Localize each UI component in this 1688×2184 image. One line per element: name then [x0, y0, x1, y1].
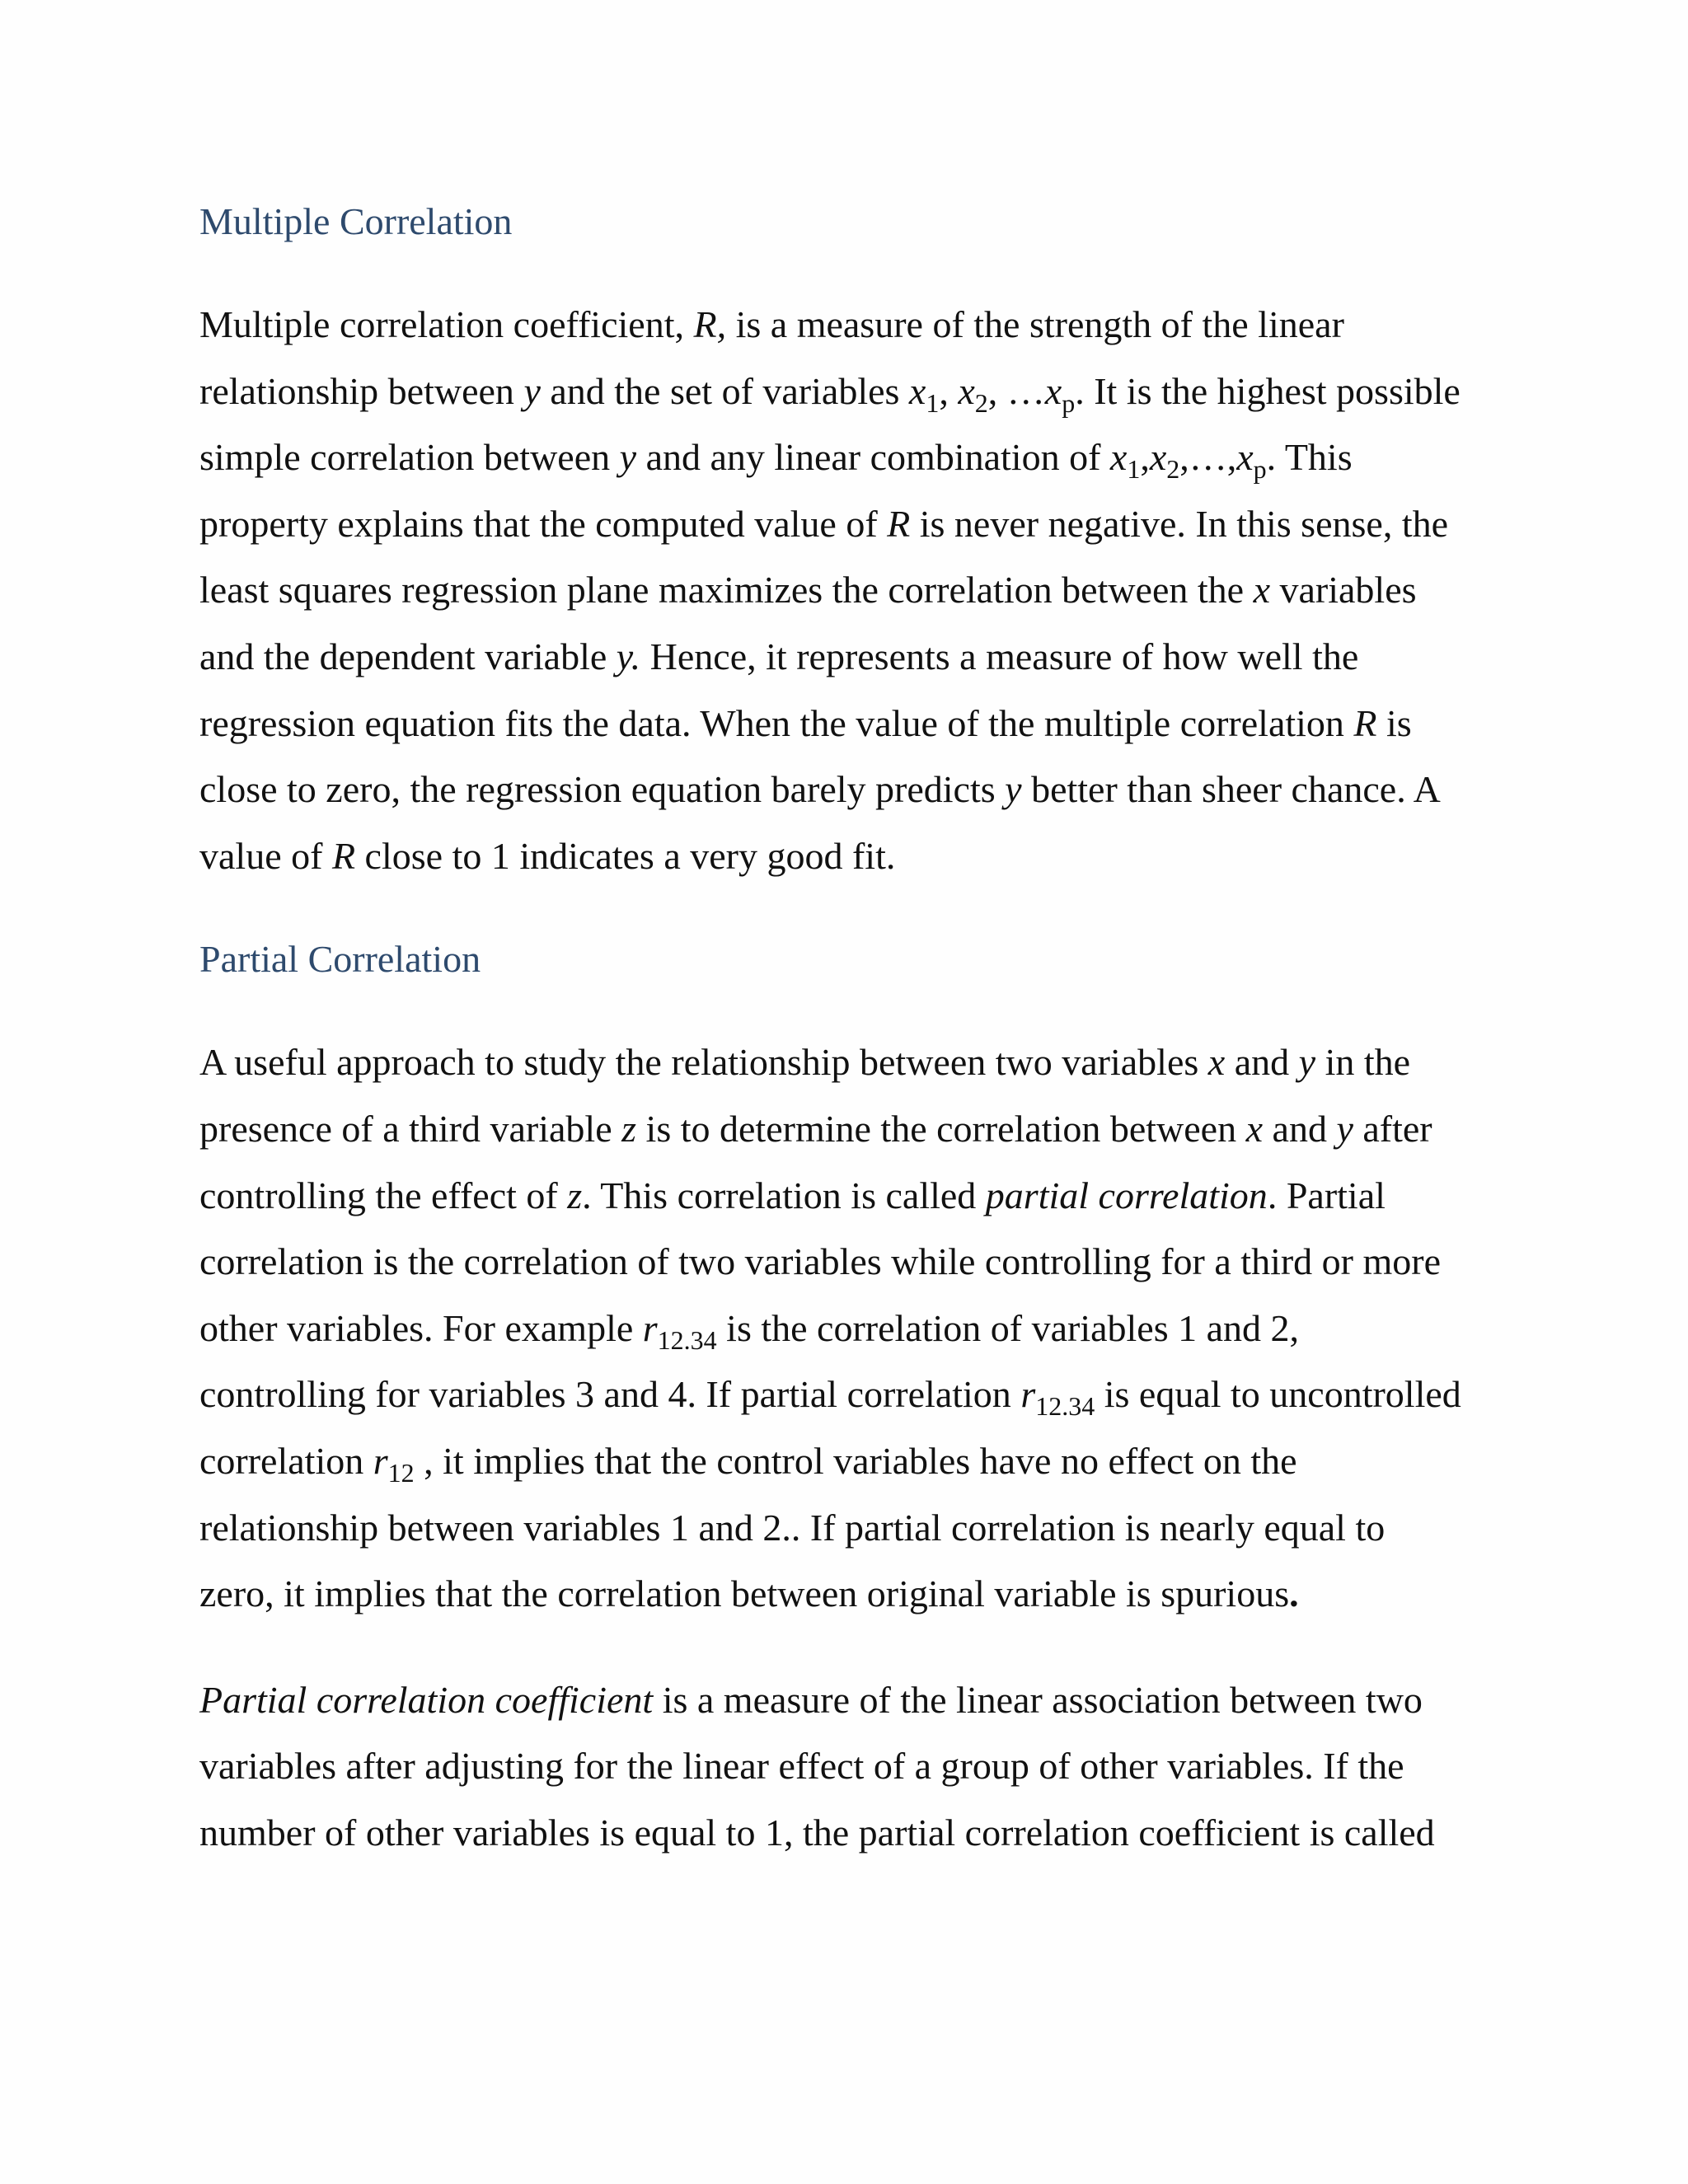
text-line: simple correlation between y and any linear combination of $x_1,x_2,\dots,x_p$. This: [199, 436, 1353, 485]
heading-partial-correlation: Partial Correlation: [199, 938, 481, 981]
text-line: property explains that the computed value of R is never negative. In this sense, the: [199, 502, 1449, 545]
text-line: regression equation fits the data. When the value of the multiple correlation R is: [199, 701, 1412, 744]
text-line: zero, it implies that the correlation between original variable is spurious.: [199, 1572, 1299, 1615]
text-line: and the dependent variable y. Hence, it represents a measure of how well the: [199, 635, 1359, 677]
text-line: Multiple correlation coefficient, R, is a measure of the strength of the linear: [199, 303, 1344, 345]
text-line: least squares regression plane maximizes the correlation between the x variables: [199, 569, 1417, 612]
text-line: number of other variables is equal to 1, the partial correlation coefficient is called: [199, 1811, 1435, 1854]
text-line: variables after adjusting for the linear effect of a group of other variables. If the: [199, 1745, 1404, 1788]
text-line: Partial correlation coefficient is a measure of the linear association between two: [199, 1678, 1423, 1721]
heading-multiple-correlation: Multiple Correlation: [199, 200, 513, 242]
paragraph-partial-correlation-coefficient: [199, 1667, 1502, 1867]
text-line: close to zero, the regression equation barely predicts y better than sheer chance. A: [199, 768, 1441, 811]
text-line: value of R close to 1 indicates a very good fit.: [199, 834, 896, 877]
text-line: controlling for variables 3 and 4. If partial correlation $r_{12.34}$ is equal to uncontrolled: [199, 1373, 1461, 1422]
text-line: A useful approach to study the relationship between two variables x and y in the: [199, 1041, 1411, 1084]
text-line: presence of a third variable z is to determine the correlation between x and y after: [199, 1107, 1432, 1150]
document-content: [199, 191, 1502, 1866]
text-line: correlation $r_{12}$ , it implies that the control variables have no effect on the: [199, 1439, 1297, 1488]
paragraph-multiple-correlation: [199, 292, 1502, 889]
text-line: other variables. For example $r_{12.34}$ is the correlation of variables 1 and 2,: [199, 1306, 1300, 1355]
text-line: relationship between variables 1 and 2.. If partial correlation is nearly equal to: [199, 1506, 1386, 1549]
text-line: correlation is the correlation of two variables while controlling for a third or more: [199, 1240, 1442, 1283]
paragraph-partial-correlation: [199, 1029, 1502, 1627]
text-line: relationship between y and the set of variables $x_1$, $x_2$, $\dots x_p$. It is the highest possible: [199, 369, 1461, 418]
text-line: controlling the effect of z. This correlation is called partial correlation. Partial: [199, 1174, 1386, 1216]
